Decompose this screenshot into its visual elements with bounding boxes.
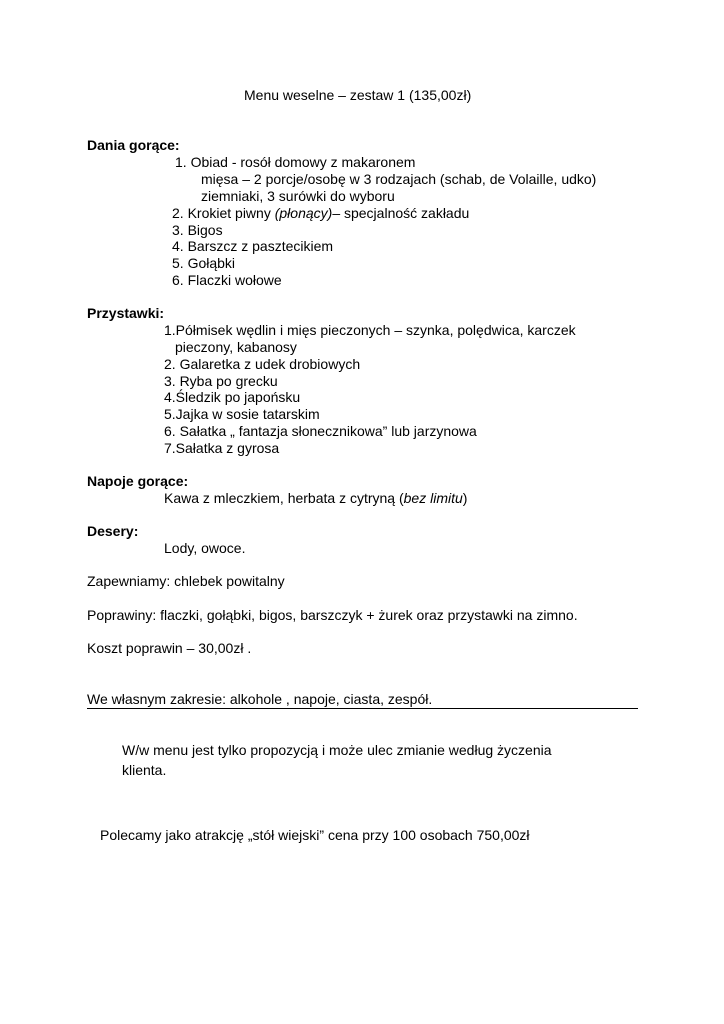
starter-item-1-line-2: pieczony, kabanosy — [175, 339, 297, 355]
hot-dish-item-3: 3. Bigos — [172, 222, 223, 238]
hot-dish-item-1: 1. Obiad - rosół domowy z makaronem — [175, 154, 416, 170]
hot-dish-item-2-text: 2. Krokiet piwny — [172, 205, 275, 221]
menu-disclaimer-line-1: W/w menu jest tylko propozycją i może ulec zmianie według życzenia — [122, 742, 552, 758]
hot-drinks-text-close: ) — [462, 490, 468, 506]
hot-dish-item-2 — [172, 205, 469, 222]
starter-item-3: 3. Ryba po grecku — [164, 373, 278, 389]
hot-dish-item-1-line-3: ziemniaki, 3 surówki do wyboru — [201, 188, 395, 204]
starters-heading: Przystawki: — [87, 305, 165, 321]
desserts-heading: Desery: — [87, 523, 139, 539]
hot-dish-item-4: 4. Barszcz z pasztecikiem — [172, 238, 334, 254]
hot-dishes-heading: Dania gorące: — [87, 137, 180, 153]
menu-disclaimer-line-2: klienta. — [122, 762, 167, 778]
hot-dish-item-6: 6. Flaczki wołowe — [172, 272, 282, 288]
divider-line — [87, 708, 638, 709]
starter-item-6: 6. Sałatka „ fantazja słonecznikowa” lub jarzynowa — [164, 423, 477, 439]
hot-dish-item-5: 5. Gołąbki — [172, 255, 236, 271]
afterparty-note: Poprawiny: flaczki, gołąbki, bigos, barszczyk + żurek oraz przystawki na zimno. — [87, 607, 578, 623]
hot-drinks-text-main: Kawa z mleczkiem, herbata z cytryną ( — [164, 490, 404, 506]
starter-item-4: 4.Śledzik po japońsku — [164, 389, 301, 405]
hot-drinks-text-italic: bez limitu — [403, 490, 463, 506]
own-scope-note: We własnym zakresie: alkohole , napoje, ciasta, zespół. — [87, 691, 433, 707]
hot-dish-item-1-line-2: mięsa – 2 porcje/osobę w 3 rodzajach (schab, de Volaille, udko) — [201, 171, 597, 187]
hot-drinks-heading: Napoje gorące: — [87, 473, 189, 489]
page-title: Menu weselne – zestaw 1 (135,00zł) — [244, 87, 472, 103]
recommendation-note: Polecamy jako atrakcję „stół wiejski” cena przy 100 osobach 750,00zł — [100, 827, 530, 843]
hot-drinks-text — [164, 490, 467, 507]
hot-dish-item-2-rest: – specjalność zakładu — [332, 205, 470, 221]
desserts-text: Lody, owoce. — [164, 540, 246, 556]
bread-note: Zapewniamy: chlebek powitalny — [87, 573, 285, 589]
starter-item-1: 1.Półmisek wędlin i mięs pieczonych – szynka, polędwica, karczek — [164, 322, 576, 338]
afterparty-cost: Koszt poprawin – 30,00zł . — [87, 640, 252, 656]
hot-dish-item-2-italic: (płonący) — [274, 205, 333, 221]
starter-item-7: 7.Sałatka z gyrosa — [164, 440, 280, 456]
starter-item-5: 5.Jajka w sosie tatarskim — [164, 406, 320, 422]
starter-item-2: 2. Galaretka z udek drobiowych — [164, 356, 361, 372]
